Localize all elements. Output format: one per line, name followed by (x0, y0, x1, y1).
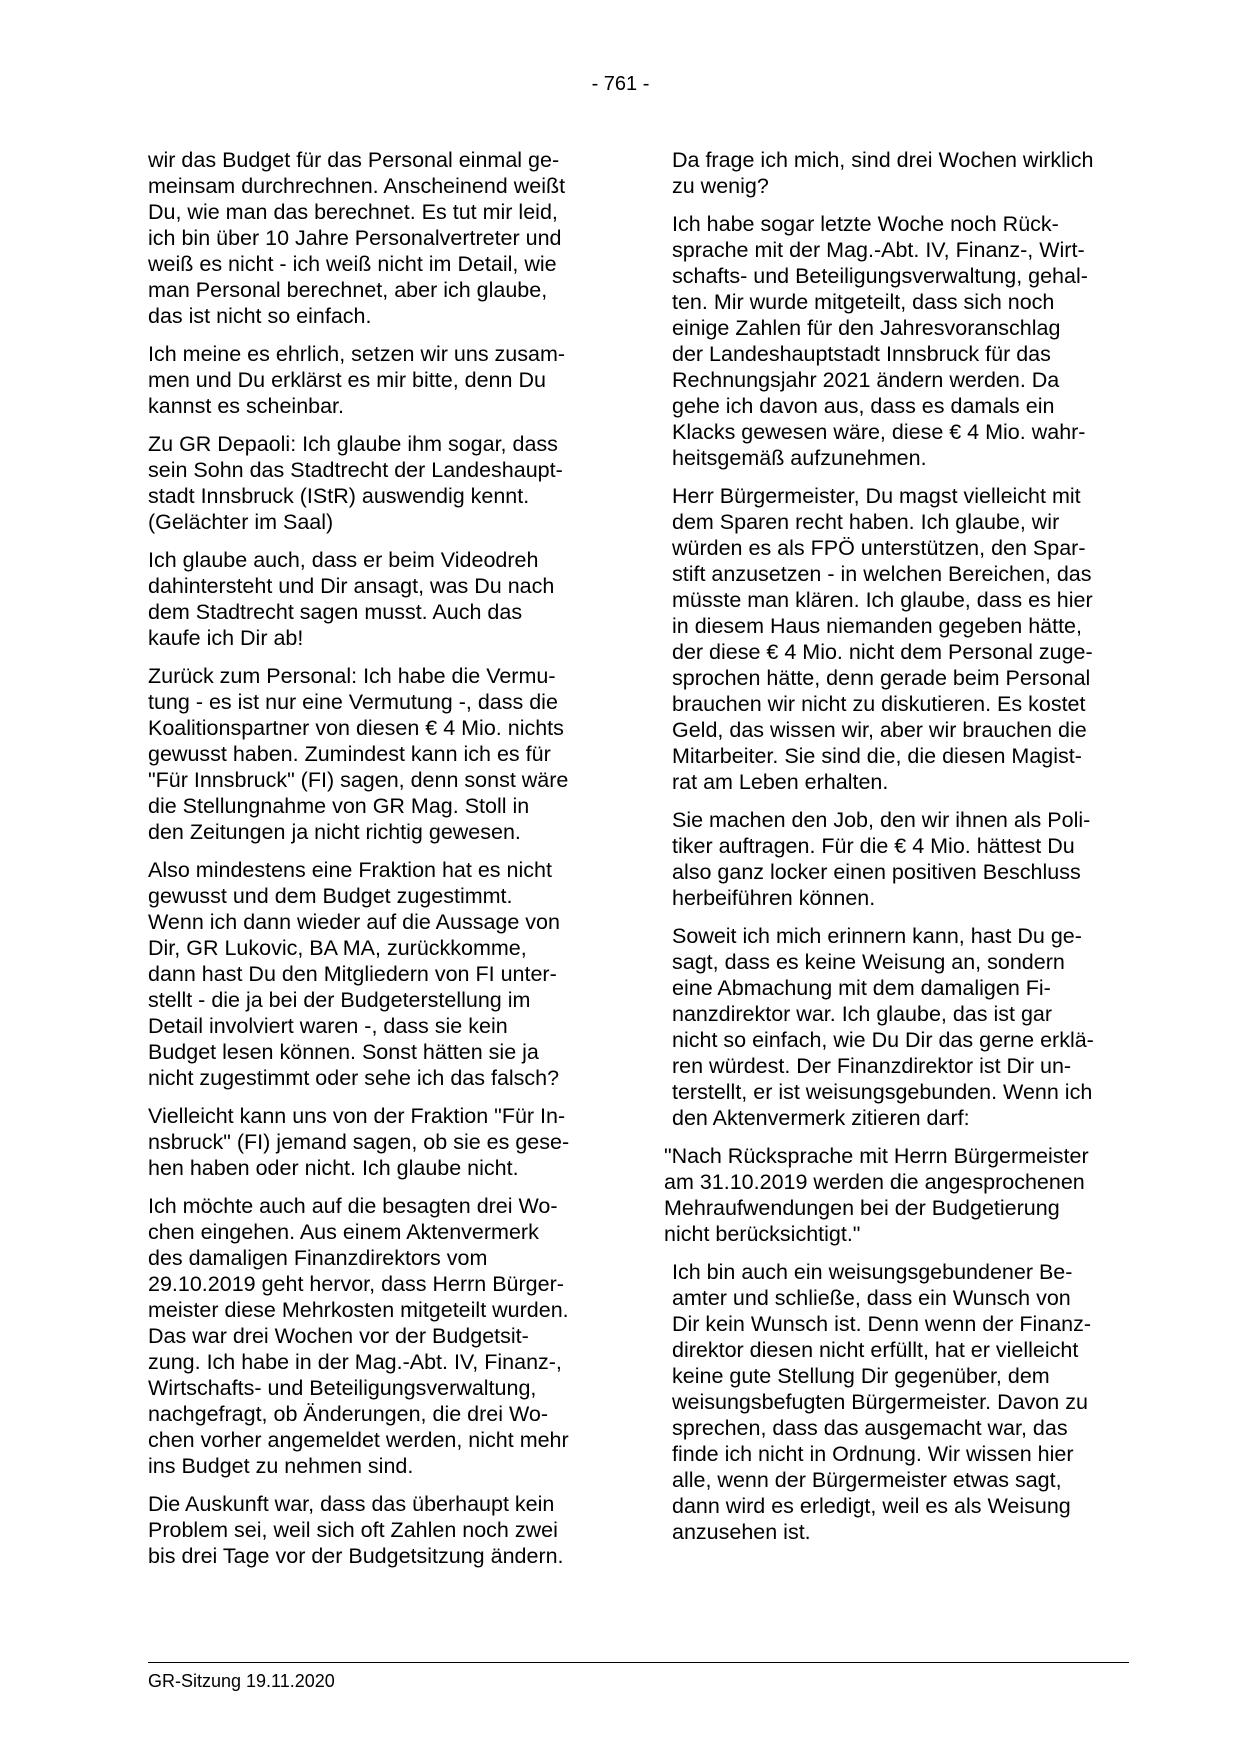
quotation: "Nach Rücksprache mit Herrn Bürgermeister am 31.10.2019 werden die angesprochenen Mehraufwendungen bei der Budgetierung nicht berücksichtigt." (664, 1144, 1089, 1246)
paragraph: Also mindestens eine Fraktion hat es nicht gewusst und dem Budget zugestimmt. Wenn ich dann wieder auf die Aussage von Dir, GR Lukovic, BA MA, zurückkomme, dann hast Du den Mitgliedern von FI unter- stellt - die ja bei der Budgeterstellung im Detail involviert waren -, dass sie kein Budget lesen können. Sonst hätten sie ja nicht zugestimmt oder sehe ich das falsch? (148, 858, 560, 1090)
paragraph: Herr Bürgermeister, Du magst vielleicht mit dem Sparen recht haben. Ich glaube, wir würden es als FPÖ unterstützen, den Spar- stift anzusetzen - in welchen Bereichen, das müsste man klären. Ich glaube, dass es hier in diesem Haus niemanden gegeben hätte, der diese € 4 Mio. nicht dem Personal zuge- sprochen hätte, denn gerade beim Personal brauchen wir nicht zu diskutieren. Es kostet Geld, das wissen wir, aber wir brauchen die Mitarbeiter. Sie sind die, die diesen Magist- rat am Leben erhalten. (672, 484, 1093, 794)
paragraph: wir das Budget für das Personal einmal ge- meinsam durchrechnen. Anscheinend weißt Du, wie man das berechnet. Es tut mir leid, ich bin über 10 Jahre Personalvertreter und weiß es nicht - ich weiß nicht im Detail, wie man Personal berechnet, aber ich glaube, das ist nicht so einfach. (148, 148, 566, 328)
footer-session-date: GR-Sitzung 19.11.2020 (148, 1671, 335, 1691)
right-column (664, 147, 1122, 1557)
page-number: - 761 - (591, 73, 650, 95)
paragraph: Sie machen den Job, den wir ihnen als Poli- tiker auftragen. Für die € 4 Mio. hättest Du also ganz locker einen positiven Beschluss herbeiführen können. (672, 808, 1091, 910)
paragraph: Die Auskunft war, dass das überhaupt kein Problem sei, weil sich oft Zahlen noch zwei bis drei Tage vor der Budgetsitzung ändern. (148, 1492, 564, 1568)
paragraph: Zurück zum Personal: Ich habe die Vermu- tung - es ist nur eine Vermutung -, dass die Koalitionspartner von diesen € 4 Mio. nichts gewusst haben. Zumindest kann ich es für "Für Innsbruck" (FI) sagen, denn sonst wäre die Stellungnahme von GR Mag. Stoll in den Zeitungen ja nicht richtig gewesen. (148, 664, 569, 844)
paragraph: Ich meine es ehrlich, setzen wir uns zusam- men und Du erklärst es mir bitte, denn Du kannst es scheinbar. (148, 342, 566, 418)
paragraph: Zu GR Depaoli: Ich glaube ihm sogar, dass sein Sohn das Stadtrecht der Landeshaupt- stadt Innsbruck (IStR) auswendig kennt. (Gelächter im Saal) (148, 432, 563, 534)
paragraph: Ich bin auch ein weisungsgebundener Be- amter und schließe, dass ein Wunsch von Dir kein Wunsch ist. Denn wenn der Finanz- direktor diesen nicht erfüllt, hat er vielleicht keine gute Stellung Dir gegenüber, dem weisungsbefugten Bürgermeister. Davon zu sprechen, dass das ausgemacht war, das finde ich nicht in Ordnung. Wir wissen hier alle, wenn der Bürgermeister etwas sagt, dann wird es erledigt, weil es als Weisung anzusehen ist. (672, 1260, 1092, 1544)
paragraph: Ich glaube auch, dass er beim Videodreh dahintersteht und Dir ansagt, was Du nach dem Stadtrecht sagen musst. Auch das kaufe ich Dir ab! (148, 548, 555, 650)
paragraph: Ich habe sogar letzte Woche noch Rück- sprache mit der Mag.-Abt. IV, Finanz-, Wirt- schafts- und Beteiligungsverwaltung, gehal- ten. Mir wurde mitgeteilt, dass sich noch einige Zahlen für den Jahresvoranschlag der Landeshauptstadt Innsbruck für das Rechnungsjahr 2021 ändern werden. Da gehe ich davon aus, dass es damals ein Klacks gewesen wäre, diese € 4 Mio. wahr- heitsgemäß aufzunehmen. (672, 212, 1088, 470)
paragraph: Vielleicht kann uns von der Fraktion "Für In- nsbruck" (FI) jemand sagen, ob sie es gese- hen haben oder nicht. Ich glaube nicht. (148, 1104, 570, 1180)
paragraph: Soweit ich mich erinnern kann, hast Du ge- sagt, dass es keine Weisung an, sondern eine Abmachung mit dem damaligen Fi- nanzdirektor war. Ich glaube, das ist gar nicht so einfach, wie Du Dir das gerne erklä- ren würdest. Der Finanzdirektor ist Dir un- terstellt, er ist weisungsgebunden. Wenn ich den Aktenvermerk zitieren darf: (672, 924, 1094, 1130)
paragraph: Da frage ich mich, sind drei Wochen wirklich zu wenig? (672, 148, 1094, 198)
footer-divider (148, 1662, 1129, 1663)
left-column (148, 147, 598, 1581)
paragraph: Ich möchte auch auf die besagten drei Wo- chen eingehen. Aus einem Aktenvermerk des damaligen Finanzdirektors vom 29.10.2019 geht hervor, dass Herrn Bürger- meister diese Mehrkosten mitgeteilt wurden. Das war drei Wochen vor der Budgetsit- zung. Ich habe in der Mag.-Abt. IV, Finanz-, Wirtschafts- und Beteiligungsverwaltung, nachgefragt, ob Änderungen, die drei Wo- chen vorher angemeldet werden, nicht mehr ins Budget zu nehmen sind. (148, 1194, 569, 1478)
